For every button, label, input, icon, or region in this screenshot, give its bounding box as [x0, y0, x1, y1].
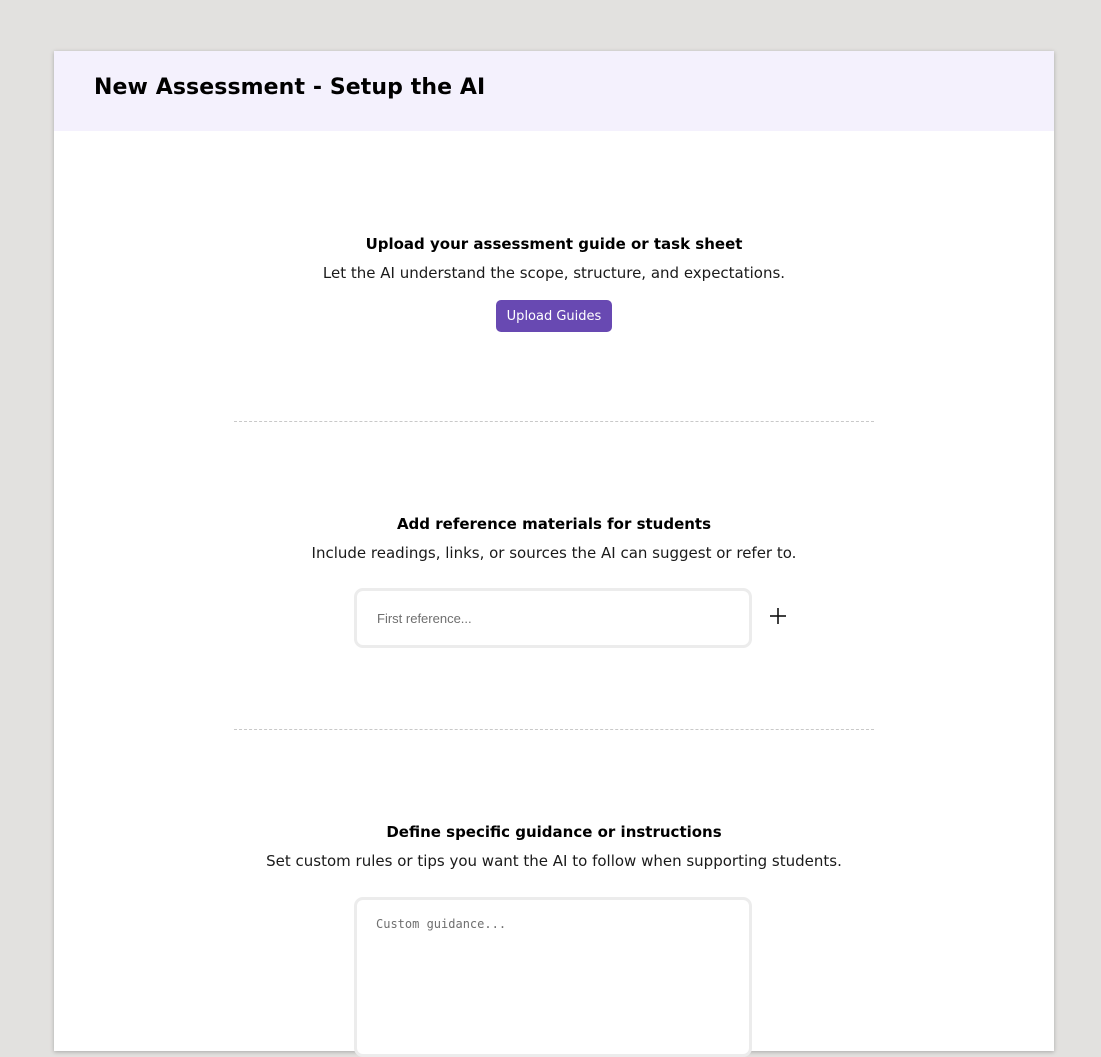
guidance-description: Set custom rules or tips you want the AI to follow when supporting students. — [266, 852, 842, 870]
plus-icon — [764, 602, 792, 630]
first-reference-input[interactable] — [354, 588, 752, 648]
upload-guide-heading: Upload your assessment guide or task sheet — [365, 235, 743, 253]
guidance-section — [54, 822, 1054, 871]
upload-guide-section — [54, 234, 1054, 332]
guidance-heading: Define specific guidance or instructions — [386, 823, 722, 841]
reference-materials-section — [54, 514, 1054, 563]
section-divider — [234, 729, 874, 730]
section-divider — [234, 421, 874, 422]
upload-guide-description: Let the AI understand the scope, structure, and expectations. — [322, 264, 786, 282]
custom-guidance-textarea[interactable] — [354, 897, 752, 1057]
page-header — [54, 51, 1054, 131]
reference-materials-heading: Add reference materials for students — [396, 515, 712, 533]
reference-input-row — [354, 588, 814, 648]
reference-materials-description: Include readings, links, or sources the AI can suggest or refer to. — [311, 544, 797, 562]
add-reference-button[interactable] — [764, 602, 792, 630]
assessment-setup-card — [54, 51, 1054, 1051]
upload-guides-button[interactable]: Upload Guides — [496, 300, 613, 332]
page-title: New Assessment - Setup the AI — [94, 75, 486, 100]
